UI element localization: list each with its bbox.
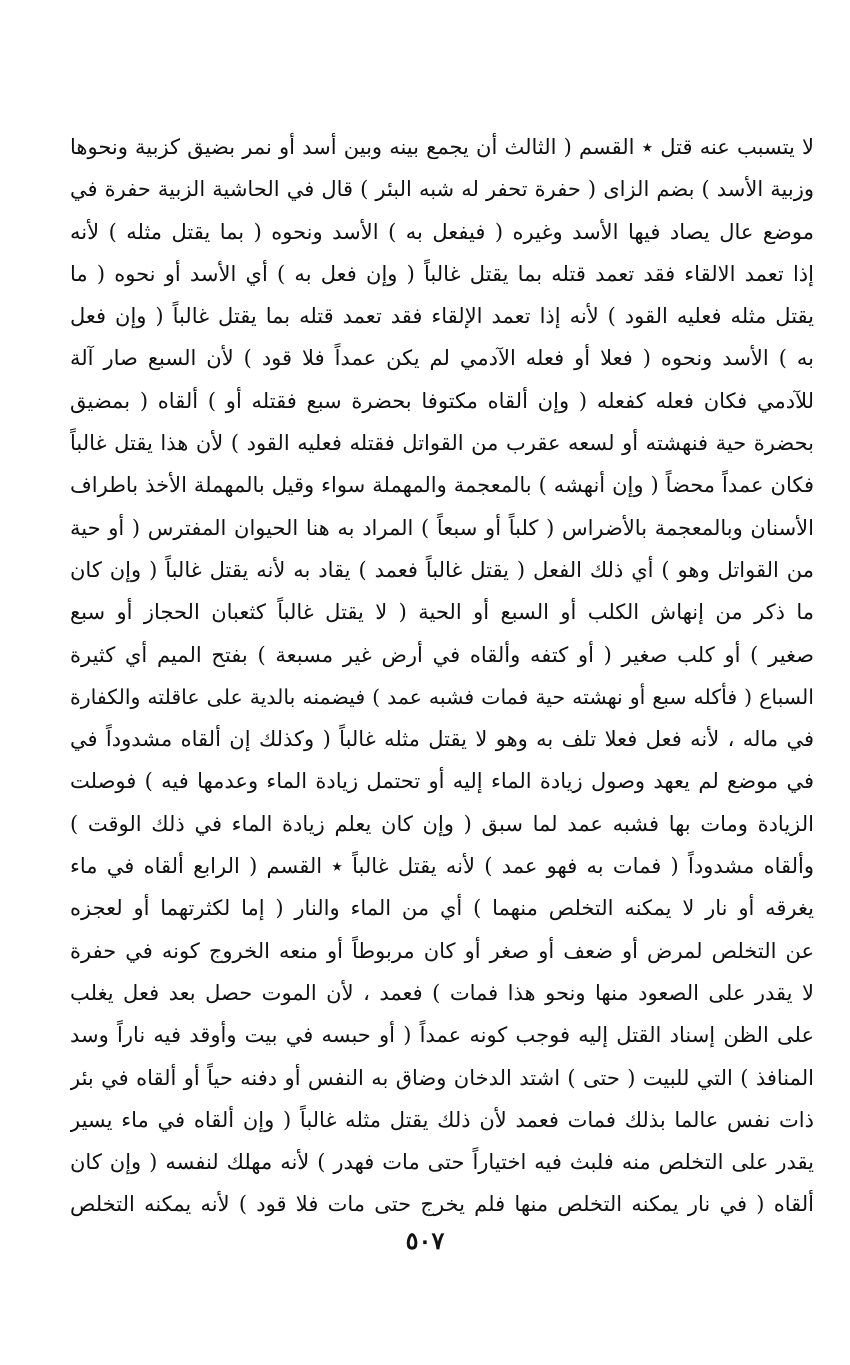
text-line: لا يتسبب عنه قتل ٭ القسم ( الثالث أن يجمع بينه وبين أسد أو نمر بضيق كزبية ونحوها [70,135,814,159]
text-line: يغرقه أو نار لا يمكنه التخلص منهما ) أي من الماء والنار ( إما لكثرتهما أو لعجزه [70,896,814,921]
text-line: عن التخلص لمرض أو ضعف أو صغر أو كان مربوطاً أو منعه الخروج كونه في حفرة [70,938,814,963]
text-line: من القواتل وهو ) أي ذلك الفعل ( يقتل غالباً فعمد ) يقاد به لأنه يقتل غالباً ( وإن كان [70,557,814,582]
text-line: للآدمي فكان فعله كفعله ( وإن ألقاه مكتوفا بحضرة سبع فقتله أو ) ألقاه ( بمضيق [70,388,814,413]
body-text [70,126,814,1226]
text-line: صغير ) أو كلب صغير ( أو كتفه وألقاه في أرض غير مسبعة ) بفتح الميم أي كثيرة [70,642,814,667]
text-line: به ) الأسد ونحوه ( فعلا أو فعله الآدمي لم يكن عمداً فلا قود ) لأن السبع صار آلة [70,346,814,371]
text-line: ما ذكر من إنهاش الكلب أو السبع أو الحية ( لا يقتل غالباً كثعبان الحجاز أو سبع [70,600,814,625]
text-line: الزيادة ومات بها فشبه عمد لما سبق ( وإن كان يعلم زيادة الماء في ذلك الوقت ) [70,811,814,836]
text-line: وألقاه مشدوداً ( فمات به فهو عمد ) لأنه يقتل غالباً ٭ القسم ( الرابع ألقاه في ماء [70,854,814,879]
text-line: يقدر على التخلص منه فلبث فيه اختياراً حتى مات فهدر ) لأنه مهلك لنفسه ( وإن كان [70,1150,814,1175]
text-line: الأسنان وبالمعجمة بالأضراس ( كلباً أو سبعاً ) المراد به هنا الحيوان المفترس ( أو حية [70,515,814,540]
text-line: المنافذ ) التي للبيت ( حتى ) اشتد الدخان وضاق به النفس أو دفنه حياً أو ألقاه في بئر [70,1065,814,1090]
text-line: بحضرة حية فنهشته أو لسعه عقرب من القواتل فقتله فعليه القود ) لأن هذا يقتل غالباً [70,431,814,456]
text-line: ذات نفس عالما بذلك فمات فعمد لأن ذلك يقتل مثله غالباً ( وإن ألقاه في ماء يسير [70,1107,814,1132]
text-line: وزبية الأسد ) بضم الزاى ( حفرة تحفر له شبه البئر ) قال في الحاشية الزبية حفرة في [70,177,814,202]
text-line: في موضع لم يعهد وصول زيادة الماء إليه أو تحتمل زيادة الماء وعدمها فيه ) فوصلت [70,769,814,794]
text-line: موضع عال يصاد فيها الأسد وغيره ( فيفعل به ) الأسد ونحوه ( بما يقتل مثله ) لأنه [70,219,814,244]
text-line: لا يقدر على الصعود منها ونحو هذا فمات ) فعمد ، لأن الموت حصل بعد فعل يغلب [70,980,814,1005]
text-line: على الظن إسناد القتل إليه فوجب كونه عمداً ( أو حبسه في بيت وأوقد فيه ناراً وسد [70,1023,814,1048]
text-line: إذا تعمد الالقاء فقد تعمد قتله بما يقتل غالباً ( وإن فعل به ) أي الأسد أو نحوه ( ما [70,261,814,286]
text-line: في ماله ، لأنه فعل فعلا تلف به وهو لا يقتل مثله غالباً ( وكذلك إن ألقاه مشدوداً في [70,727,814,752]
page-number: ٥٠٧ [405,1226,445,1255]
text-line: ألقاه ( في نار يمكنه التخلص منها فلم يخرج حتى مات فلا قود ) لأنه يمكنه التخلص [70,1192,814,1217]
text-line: فكان عمداً محضاً ( وإن أنهشه ) بالمعجمة والمهملة سواء وقيل بالمهملة الأخذ باطراف [70,473,814,498]
text-line: يقتل مثله فعليه القود ) لأنه إذا تعمد الإلقاء فقد تعمد قتله بما يقتل غالباً ( وإن فعل [70,304,814,329]
text-line: السباع ( فأكله سبع أو نهشته حية فمات فشبه عمد ) فيضمنه بالدية على عاقلته والكفارة [70,684,814,709]
